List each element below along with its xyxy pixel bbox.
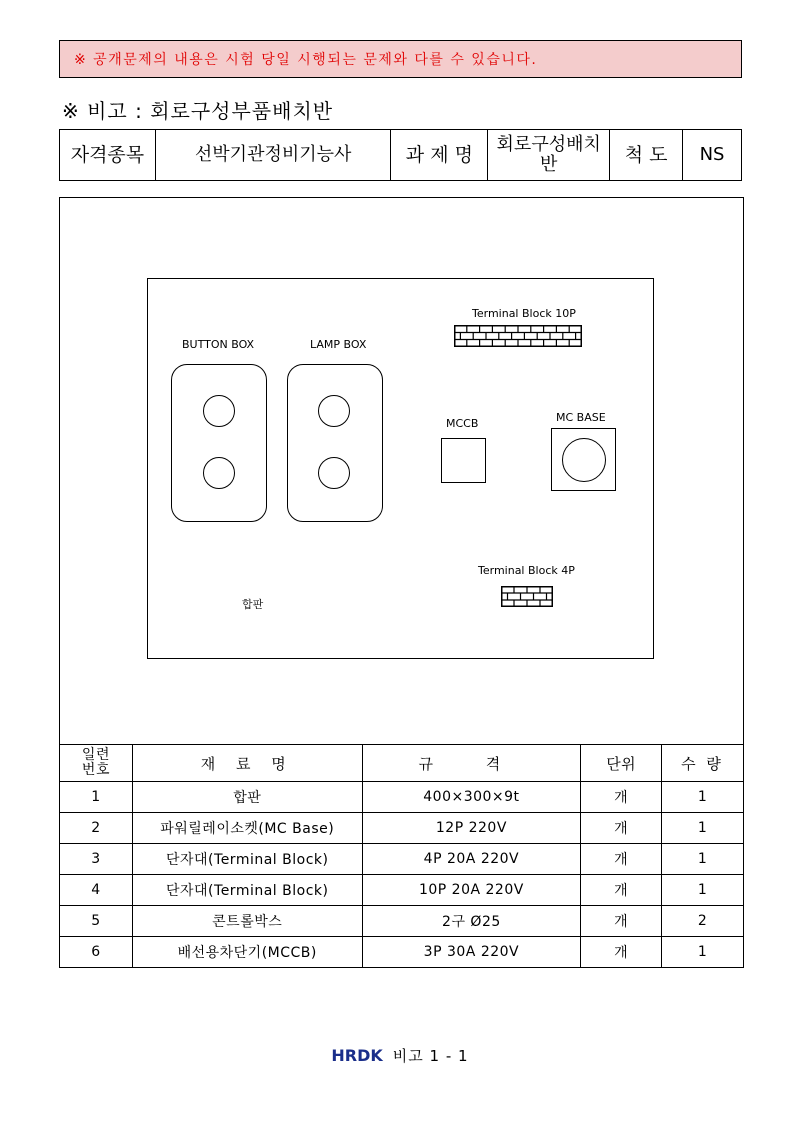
bom-cell-qty: 1 xyxy=(662,782,744,813)
bom-cell-no: 1 xyxy=(60,782,133,813)
section-title: ※ 비고 : 회로구성부품배치반 xyxy=(62,99,334,123)
bom-cell-spec: 10P 20A 220V xyxy=(362,875,581,906)
bom-cell-no: 5 xyxy=(60,906,133,937)
bom-cell-unit: 개 xyxy=(581,782,662,813)
bom-cell-material: 합판 xyxy=(132,782,362,813)
lamp-box xyxy=(287,364,383,522)
notice-banner: ※ 공개문제의 내용은 시험 당일 시행되는 문제와 다를 수 있습니다. xyxy=(59,40,742,78)
mccb-label: MCCB xyxy=(446,417,479,430)
bom-cell-spec: 12P 220V xyxy=(362,813,581,844)
bom-cell-no: 6 xyxy=(60,937,133,968)
hrdk-logo: HRDK xyxy=(331,1046,383,1065)
bom-cell-unit: 개 xyxy=(581,844,662,875)
bom-cell-no: 2 xyxy=(60,813,133,844)
button-hole-bottom xyxy=(203,457,235,489)
bom-cell-material: 콘트롤박스 xyxy=(132,906,362,937)
bom-cell-spec: 400×300×9t xyxy=(362,782,581,813)
page-number: 비고 1 - 1 xyxy=(392,1047,469,1065)
lamp-box-label: LAMP BOX xyxy=(310,338,367,351)
bom-cell-qty: 1 xyxy=(662,875,744,906)
button-box-label: BUTTON BOX xyxy=(182,338,255,351)
bom-cell-no: 3 xyxy=(60,844,133,875)
bom-header-row xyxy=(60,745,744,782)
bom-header-unit: 단위 xyxy=(581,745,662,782)
terminal-block-10p xyxy=(454,325,582,347)
mc-base-label: MC BASE xyxy=(556,411,606,424)
bom-table xyxy=(59,744,744,968)
bom-cell-material: 배선용차단기(MCCB) xyxy=(132,937,362,968)
bom-cell-unit: 개 xyxy=(581,813,662,844)
table-row xyxy=(60,937,744,968)
table-row xyxy=(60,875,744,906)
lamp-hole-top xyxy=(318,395,350,427)
task-label: 과 제 명 xyxy=(391,130,488,181)
scale-label: 척 도 xyxy=(610,130,683,181)
bom-cell-spec: 2구 Ø25 xyxy=(362,906,581,937)
bom-cell-spec: 3P 30A 220V xyxy=(362,937,581,968)
bom-cell-material: 파워릴레이소켓(MC Base) xyxy=(132,813,362,844)
board-label: 합판 xyxy=(242,598,264,611)
bom-cell-qty: 1 xyxy=(662,844,744,875)
bom-cell-spec: 4P 20A 220V xyxy=(362,844,581,875)
bom-cell-no: 4 xyxy=(60,875,133,906)
terminal-4p-label: Terminal Block 4P xyxy=(478,564,575,577)
bom-cell-unit: 개 xyxy=(581,906,662,937)
qualification-label: 자격종목 xyxy=(60,130,156,181)
mc-base-socket xyxy=(562,438,606,482)
qualification-value: 선박기관정비기능사 xyxy=(155,130,391,181)
bom-cell-qty: 1 xyxy=(662,937,744,968)
button-box xyxy=(171,364,267,522)
table-row xyxy=(60,844,744,875)
page-footer xyxy=(0,1045,800,1066)
terminal-block-4p xyxy=(501,586,553,607)
bom-header-spec: 규 격 xyxy=(362,745,581,782)
bom-cell-unit: 개 xyxy=(581,937,662,968)
button-hole-top xyxy=(203,395,235,427)
bom-cell-unit: 개 xyxy=(581,875,662,906)
lamp-hole-bottom xyxy=(318,457,350,489)
terminal-10p-label: Terminal Block 10P xyxy=(472,307,576,320)
bom-header-material: 재 료 명 xyxy=(132,745,362,782)
bom-header-qty: 수 량 xyxy=(662,745,744,782)
table-row xyxy=(60,813,744,844)
header-table xyxy=(59,129,742,181)
table-row xyxy=(60,906,744,937)
bom-cell-material: 단자대(Terminal Block) xyxy=(132,875,362,906)
scale-value: NS xyxy=(683,130,742,181)
bom-cell-material: 단자대(Terminal Block) xyxy=(132,844,362,875)
bom-cell-qty: 1 xyxy=(662,813,744,844)
mccb-box xyxy=(441,438,486,483)
bom-header-no: 일련번호 xyxy=(60,745,133,782)
bom-cell-qty: 2 xyxy=(662,906,744,937)
task-value: 회로구성배치반 xyxy=(488,130,610,181)
table-row xyxy=(60,782,744,813)
